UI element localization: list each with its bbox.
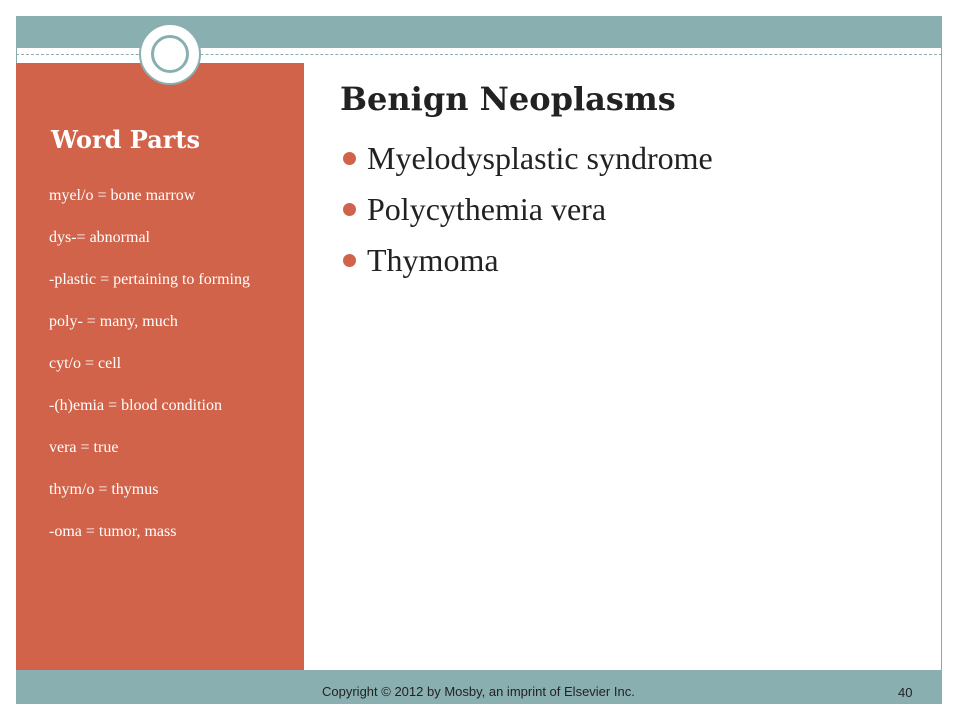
bullet-dot-icon (343, 203, 356, 216)
word-part-item: thym/o = thymus (49, 481, 159, 498)
word-part-item: cyt/o = cell (49, 355, 122, 372)
bullet-dot-icon (343, 152, 356, 165)
word-part-item: -(h)emia = blood condition (49, 397, 222, 414)
bullet-item (343, 133, 713, 184)
word-part-item: myel/o = bone marrow (49, 187, 196, 204)
word-part-item: vera = true (49, 439, 119, 456)
bullet-text: Polycythemia vera (367, 191, 607, 227)
bullet-dot-icon (343, 254, 356, 267)
bullet-item (343, 184, 713, 235)
slide-title: Benign Neoplasms (340, 80, 676, 118)
bullet-item (343, 235, 713, 286)
bullet-text: Myelodysplastic syndrome (367, 140, 713, 176)
inner-ring (151, 35, 189, 73)
bullet-text: Thymoma (367, 242, 499, 278)
copyright-text: Copyright © 2012 by Mosby, an imprint of Elsevier Inc. (322, 684, 635, 699)
word-part-item: -plastic = pertaining to forming (49, 271, 250, 288)
bullet-list (343, 133, 713, 286)
page-number: 40 (898, 685, 913, 700)
word-parts-list (49, 185, 289, 563)
circle-ornament-icon (139, 23, 201, 85)
word-part-item: poly- = many, much (49, 313, 178, 330)
word-part-item: dys-= abnormal (49, 229, 150, 246)
sidebar-title: Word Parts (51, 125, 200, 154)
word-part-item: -oma = tumor, mass (49, 523, 177, 540)
